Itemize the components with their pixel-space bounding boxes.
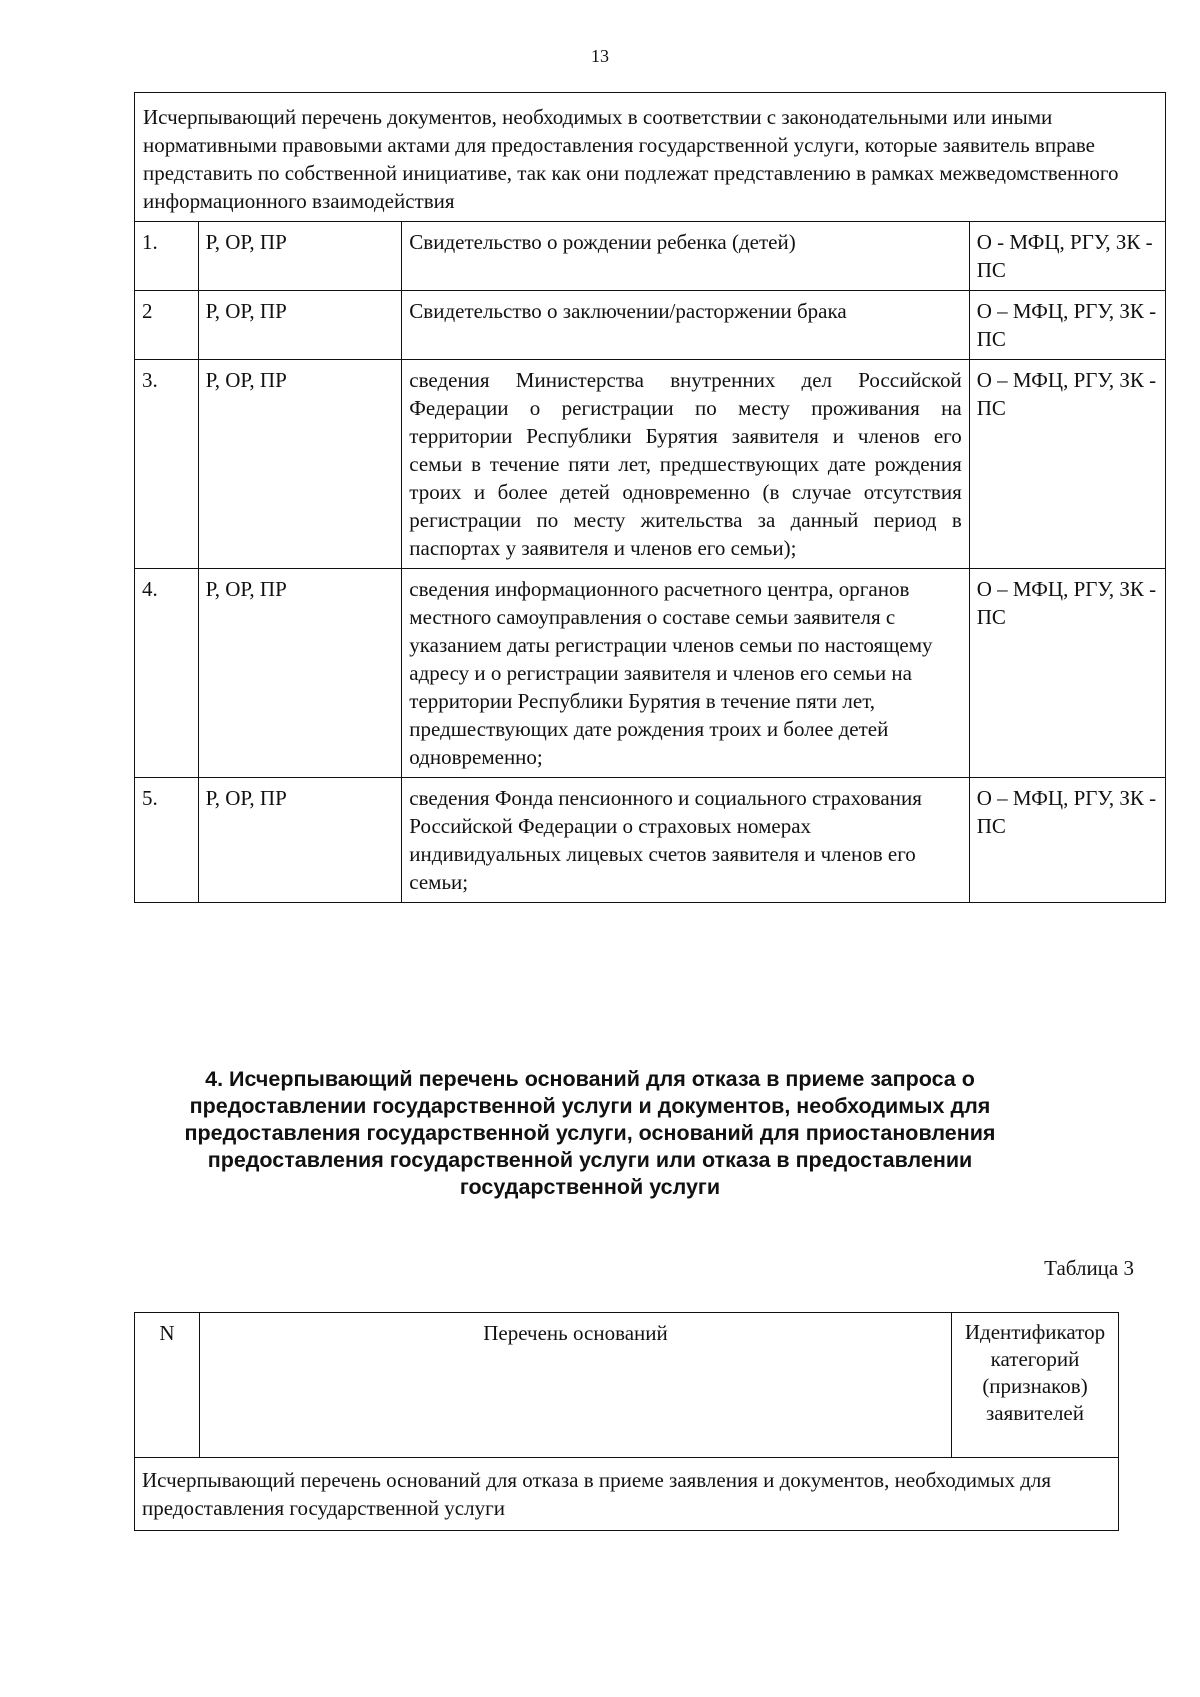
row-number: 1. <box>135 222 199 291</box>
row-category: Р, ОР, ПР <box>198 222 402 291</box>
page-number: 13 <box>591 46 609 66</box>
section-title: 4. Исчерпывающий перечень оснований для отказа в приеме запроса о предоставлении государственной услуги и документов, необходимых для предоставления государственной услуги, оснований для приостановления предоставления государственной услуги или отказа в предоставлении государственной услуги <box>184 1067 996 1199</box>
table-subheader: Исчерпывающий перечень оснований для отказа в приеме заявления и документов, необходимых для предоставления государственной услуги <box>135 1458 1119 1531</box>
row-number: 3. <box>135 360 199 569</box>
documents-table <box>134 92 1166 903</box>
table-subheader-row <box>135 1458 1119 1531</box>
table-row <box>135 360 1166 569</box>
row-source: О - МФЦ, РГУ, ЗК - ПС <box>969 222 1165 291</box>
row-category: Р, ОР, ПР <box>198 569 402 778</box>
table-row <box>135 778 1166 903</box>
row-category: Р, ОР, ПР <box>198 360 402 569</box>
row-document: Свидетельство о рождении ребенка (детей) <box>402 222 969 291</box>
row-document: Свидетельство о заключении/расторжении брака <box>402 291 969 360</box>
table-row <box>135 291 1166 360</box>
row-number: 2 <box>135 291 199 360</box>
row-source: О – МФЦ, РГУ, ЗК - ПС <box>969 778 1165 903</box>
table-header-row <box>135 93 1166 222</box>
grounds-table <box>134 1312 1119 1531</box>
row-source: О – МФЦ, РГУ, ЗК - ПС <box>969 360 1165 569</box>
row-document: сведения информационного расчетного центра, органов местного самоуправления о составе семьи заявителя с указанием даты регистрации членов семьи по настоящему адресу и о регистрации заявителя и членов его семьи на территории Республики Бурятия в течение пяти лет, предшествующих дате рождения троих и более детей одновременно; <box>402 569 969 778</box>
row-category: Р, ОР, ПР <box>198 778 402 903</box>
table-row <box>135 222 1166 291</box>
row-document: сведения Фонда пенсионного и социального страхования Российской Федерации о страховых номерах индивидуальных лицевых счетов заявителя и членов его семьи; <box>402 778 969 903</box>
column-header-list: Перечень оснований <box>200 1313 952 1458</box>
table-header: Исчерпывающий перечень документов, необходимых в соответствии с законодательными или иными нормативными правовыми актами для предоставления государственной услуги, которые заявитель вправе представить по собственной инициативе, так как они подлежат представлению в рамках межведомственного информационного взаимодействия <box>135 93 1166 222</box>
row-source: О – МФЦ, РГУ, ЗК - ПС <box>969 291 1165 360</box>
row-source: О – МФЦ, РГУ, ЗК - ПС <box>969 569 1165 778</box>
row-document: сведения Министерства внутренних дел Российской Федерации о регистрации по месту проживания на территории Республики Бурятия заявителя и членов его семьи в течение пяти лет, предшествующих дате рождения троих и более детей одновременно (в случае отсутствия регистрации по месту жительства за данный период в паспортах у заявителя и членов его семьи); <box>402 360 969 569</box>
table-header-row <box>135 1313 1119 1458</box>
column-header-identifier: Идентификатор категорий (признаков) заявителей <box>952 1313 1119 1458</box>
row-number: 5. <box>135 778 199 903</box>
table-label: Таблица 3 <box>1044 1256 1134 1280</box>
table-row <box>135 569 1166 778</box>
row-category: Р, ОР, ПР <box>198 291 402 360</box>
column-header-n: N <box>135 1313 200 1458</box>
row-number: 4. <box>135 569 199 778</box>
